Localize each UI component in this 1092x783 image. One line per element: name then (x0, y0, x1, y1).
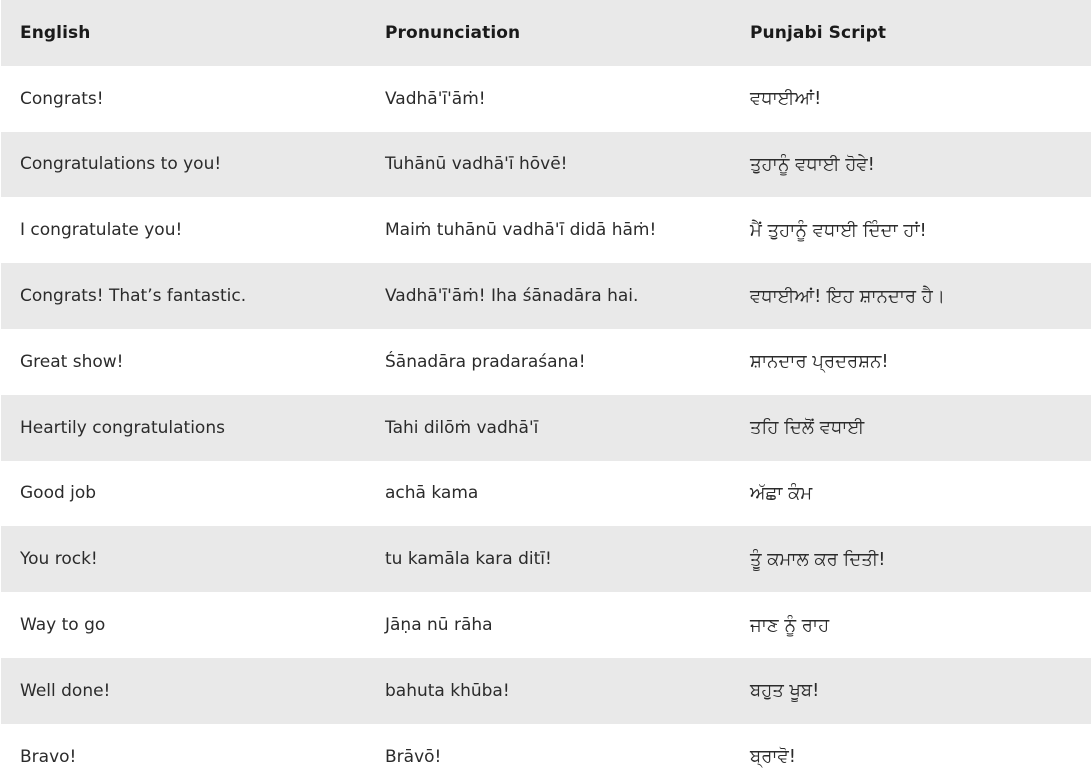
cell-punjabi: ਵਧਾਈਆਂ! ਇਹ ਸ਼ਾਨਦਾਰ ਹੈ। (750, 285, 945, 307)
cell-pronunciation: Śānadāra pradaraśana! (385, 351, 586, 372)
cell-english: You rock! (20, 549, 98, 570)
table-row (1, 395, 1091, 461)
cell-punjabi: ਸ਼ਾਨਦਾਰ ਪ੍ਰਦਰਸ਼ਨ! (750, 351, 889, 373)
cell-punjabi: ਤੁਹਾਨੂੰ ਵਧਾਈ ਹੋਵੇ! (750, 153, 875, 175)
cell-english: Bravo! (20, 746, 77, 767)
cell-punjabi: ਤਹਿ ਦਿਲੋਂ ਵਧਾਈ (750, 417, 865, 439)
cell-english: Heartily congratulations (20, 417, 225, 438)
cell-pronunciation: Tuhānū vadhā'ī hōvē! (385, 154, 568, 175)
table-row (1, 66, 1091, 132)
header-pronunciation: Pronunciation (385, 22, 521, 43)
header-english: English (20, 22, 91, 43)
cell-english: Great show! (20, 351, 124, 372)
table-row (1, 724, 1091, 783)
header-punjabi-script: Punjabi Script (750, 22, 887, 43)
cell-english: I congratulate you! (20, 220, 183, 241)
cell-pronunciation: Vadhā'ī'āṁ! Iha śānadāra hai. (385, 286, 639, 307)
cell-punjabi: ਬਹੁਤ ਖੂਬ! (750, 680, 820, 702)
cell-english: Well done! (20, 680, 111, 701)
cell-english: Congratulations to you! (20, 154, 222, 175)
table-header-row (1, 0, 1091, 66)
table-row (1, 329, 1091, 395)
cell-pronunciation: achā kama (385, 483, 479, 504)
cell-pronunciation: Maiṁ tuhānū vadhā'ī didā hāṁ! (385, 220, 657, 241)
cell-english: Good job (20, 483, 97, 504)
cell-punjabi: ਤੂੰ ਕਮਾਲ ਕਰ ਦਿਤੀ! (750, 548, 886, 570)
phrase-table (1, 0, 1091, 783)
table-row (1, 263, 1091, 329)
cell-english: Congrats! That’s fantastic. (20, 286, 247, 307)
table-row (1, 461, 1091, 527)
table-row (1, 132, 1091, 198)
cell-punjabi: ਅੱਛਾ ਕੰਮ (750, 482, 813, 504)
cell-punjabi: ਬ੍ਰਾਵੋ! (750, 746, 797, 768)
cell-punjabi: ਵਧਾਈਆਂ! (750, 88, 822, 110)
cell-pronunciation: Brāvō! (385, 746, 442, 767)
table-row (1, 197, 1091, 263)
cell-punjabi: ਜਾਣ ਨੂੰ ਰਾਹ (750, 614, 830, 636)
cell-pronunciation: Tahi dilōṁ vadhā'ī (385, 417, 539, 438)
cell-english: Way to go (20, 615, 106, 636)
cell-english: Congrats! (20, 88, 104, 109)
cell-pronunciation: Vadhā'ī'āṁ! (385, 88, 486, 109)
table-row (1, 592, 1091, 658)
table-row (1, 526, 1091, 592)
cell-pronunciation: Jāṇa nū rāha (385, 615, 493, 636)
cell-pronunciation: tu kamāla kara ditī! (385, 549, 552, 570)
cell-pronunciation: bahuta khūba! (385, 680, 510, 701)
cell-punjabi: ਮੈਂ ਤੁਹਾਨੂੰ ਵਧਾਈ ਦਿੰਦਾ ਹਾਂ! (750, 219, 927, 241)
table-row (1, 658, 1091, 724)
